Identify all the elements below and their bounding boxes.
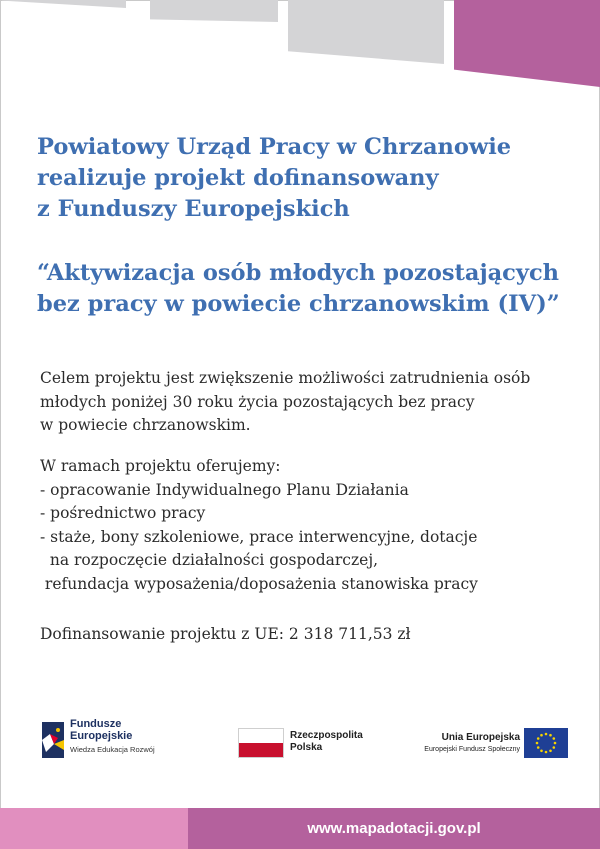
project-title-line: “Aktywizacja osób młodych pozostających — [37, 260, 560, 286]
offer-item: - staże, bony szkoleniowe, prace interwencyjne, dotacje — [40, 527, 478, 546]
footer-url-link[interactable]: www.mapadotacji.gov.pl — [307, 820, 481, 837]
main-heading-line: z Funduszy Europejskich — [37, 196, 350, 222]
fundusze-europejskie-logo — [40, 716, 180, 766]
project-goal-paragraph — [40, 367, 530, 438]
eu-line: Unia Europejska — [441, 732, 520, 743]
fe-line: Fundusze — [70, 718, 122, 730]
rzeczpospolita-polska-logo — [238, 728, 378, 758]
offer-item-continuation: na rozpoczęcie działalności gospodarczej, — [40, 551, 379, 569]
offer-item-continuation: refundacja wyposażenia/doposażenia stanowiska pracy — [40, 574, 478, 593]
offer-list — [40, 455, 478, 596]
fe-subtitle: Wiedza Edukacja Rozwój — [70, 745, 155, 754]
pl-line: Polska — [290, 742, 323, 753]
unia-europejska-logo — [424, 728, 574, 760]
eu-subtitle: Europejski Fundusz Społeczny — [424, 746, 520, 753]
goal-line: młodych poniżej 30 roku życia pozostających bez pracy — [40, 392, 475, 411]
unia-europejska-text — [424, 732, 520, 756]
rzeczpospolita-polska-text — [290, 730, 363, 754]
offer-item: - opracowanie Indywidualnego Planu Działania — [40, 480, 409, 499]
main-heading-line: realizuje projekt dofinansowany — [37, 165, 439, 191]
project-title-line: bez pracy w powiecie chrzanowskim (IV)” — [37, 291, 560, 317]
footer-bar — [0, 808, 600, 849]
footer-bar-pink — [0, 808, 188, 849]
goal-line: Celem projektu jest zwiększenie możliwości zatrudnienia osób — [40, 369, 531, 387]
funding-amount: Dofinansowanie projektu z UE: 2 318 711,53 zł — [40, 625, 411, 643]
goal-line: w powiecie chrzanowskim. — [40, 416, 251, 434]
eu-flag-icon — [524, 728, 568, 758]
offer-item: - pośrednictwo pracy — [40, 504, 206, 522]
polish-flag-icon — [238, 728, 284, 758]
fundusze-europejskie-text — [70, 718, 155, 756]
main-heading-line: Powiatowy Urząd Pracy w Chrzanowie — [37, 134, 512, 160]
fundusze-europejskie-mark-icon — [40, 718, 66, 762]
top-decor-bar-2 — [150, 0, 278, 22]
pl-line: Rzeczpospolita — [290, 730, 363, 741]
main-heading — [37, 132, 511, 225]
offer-intro: W ramach projektu oferujemy: — [40, 457, 281, 475]
project-title — [37, 258, 560, 320]
fe-line: Europejskie — [70, 730, 133, 742]
